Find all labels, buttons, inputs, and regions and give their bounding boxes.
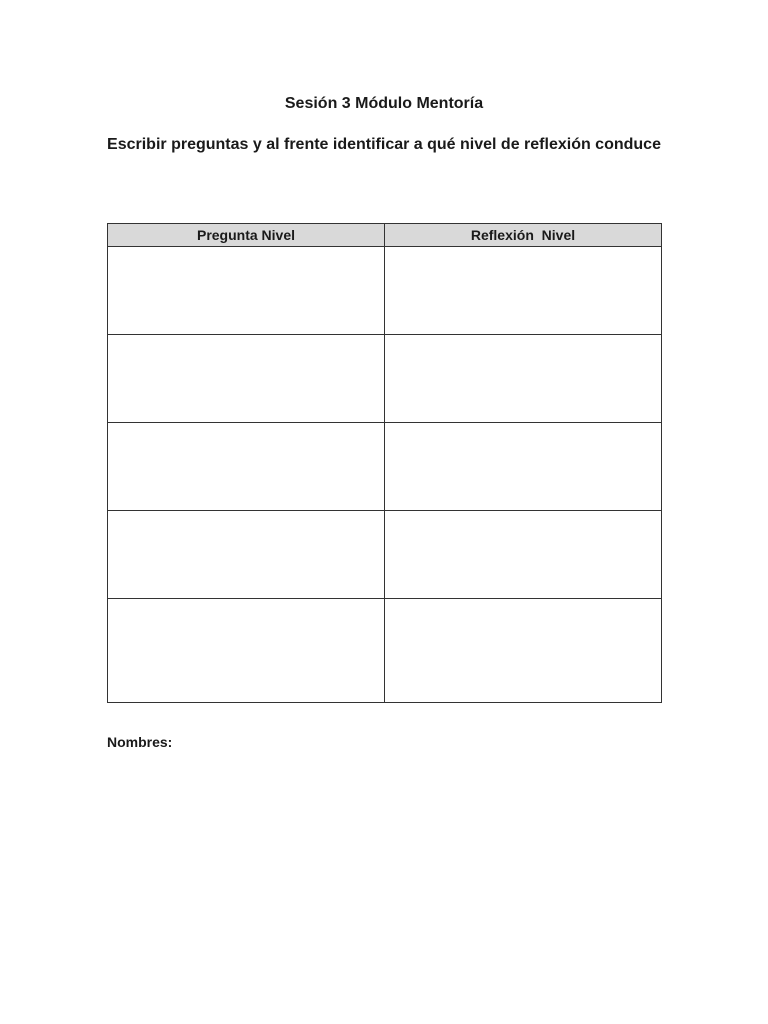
header-reflexion-nivel: Reflexión Nivel [385,224,662,247]
reflexion-cell[interactable] [385,247,662,335]
table-header-row [108,224,662,247]
reflexion-cell[interactable] [385,423,662,511]
pregunta-cell[interactable] [108,511,385,599]
pregunta-cell[interactable] [108,423,385,511]
table-row [108,247,662,335]
pregunta-cell[interactable] [108,599,385,703]
header-pregunta-nivel: Pregunta Nivel [108,224,385,247]
document-subtitle: Escribir preguntas y al frente identificar a qué nivel de reflexión conduce [107,136,661,153]
table-row [108,511,662,599]
reflexion-cell[interactable] [385,599,662,703]
reflexion-cell[interactable] [385,511,662,599]
table-row [108,599,662,703]
table-row [108,423,662,511]
pregunta-cell[interactable] [108,247,385,335]
reflexion-cell[interactable] [385,335,662,423]
question-reflection-table [107,223,662,703]
pregunta-cell[interactable] [108,335,385,423]
names-label: Nombres: [107,734,173,750]
table-row [108,335,662,423]
document-title: Sesión 3 Módulo Mentoría [284,95,484,112]
